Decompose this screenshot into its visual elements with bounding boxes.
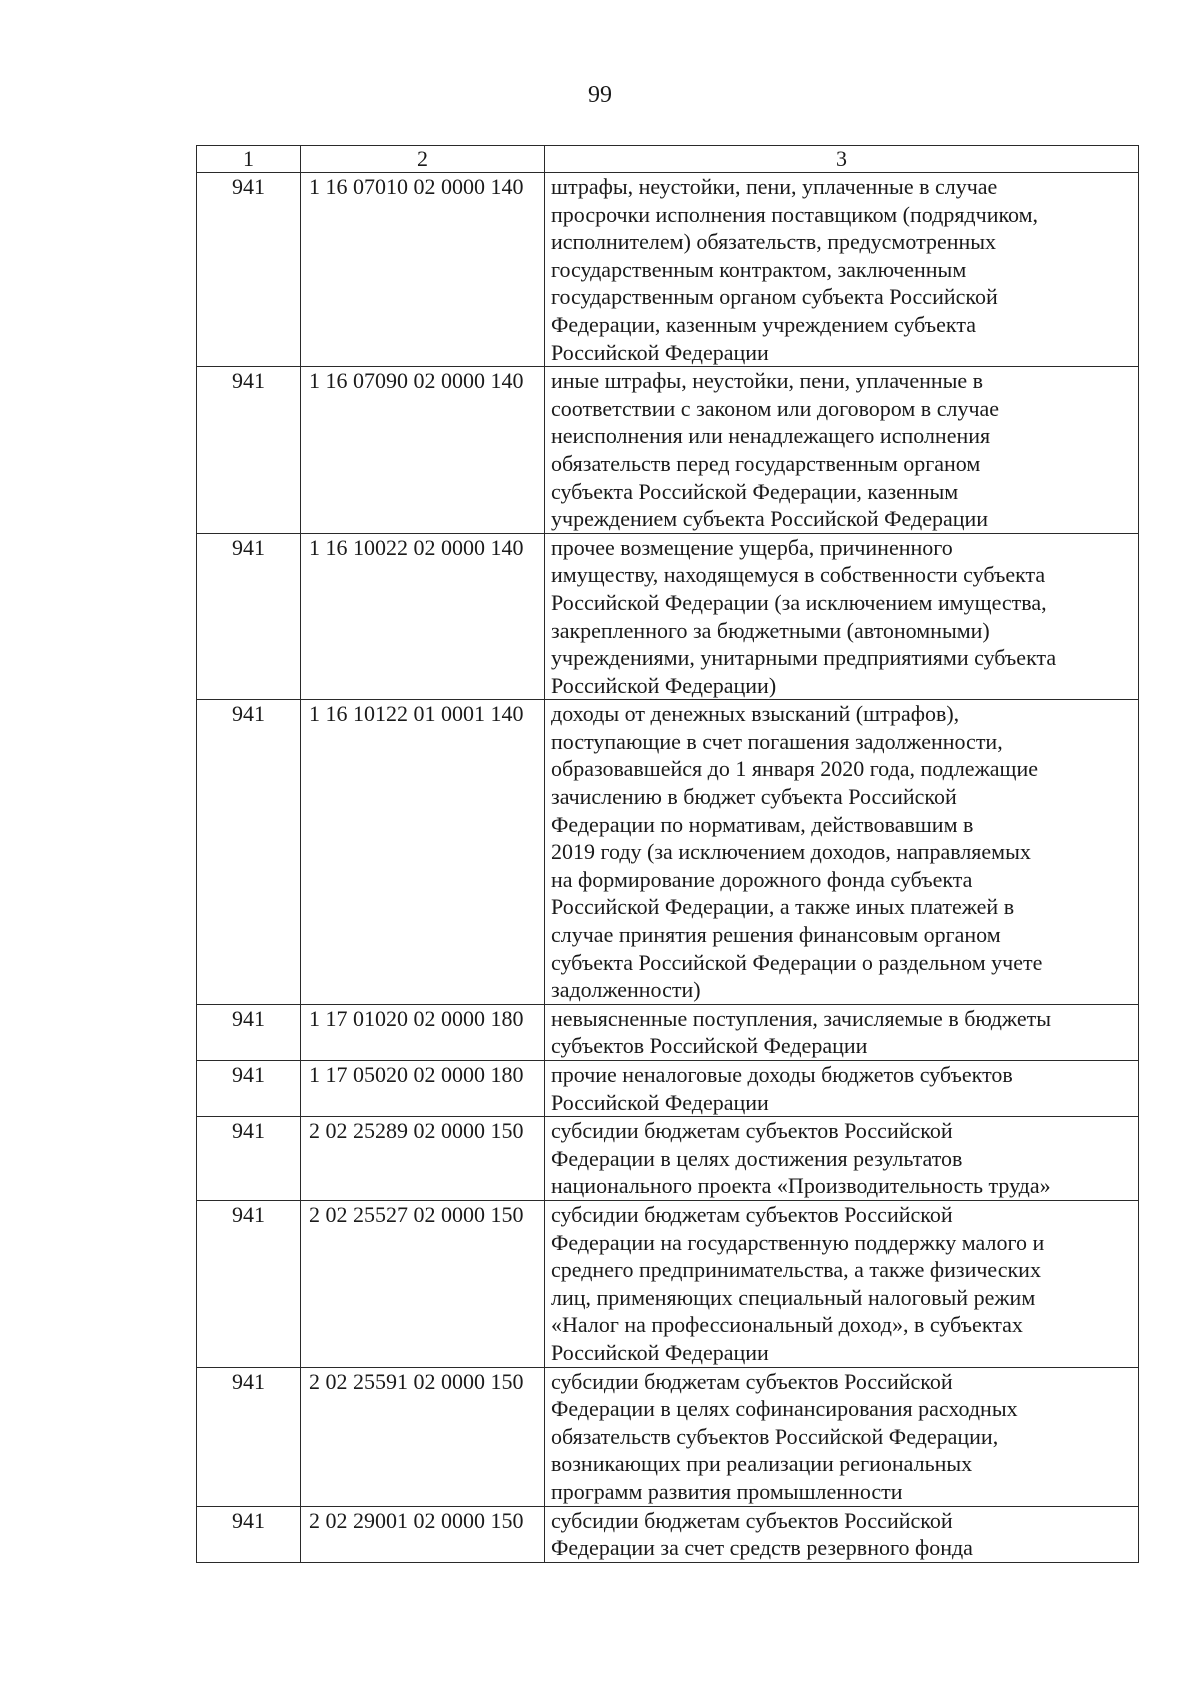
description-line: имуществу, находящемуся в собственности субъекта xyxy=(551,562,1046,588)
description-line: учреждениями, унитарными предприятиями субъекта xyxy=(551,645,1057,671)
admin-code-cell: 941 xyxy=(197,1061,301,1117)
column-header-1: 1 xyxy=(197,146,301,173)
description-line: прочие неналоговые доходы бюджетов субъектов xyxy=(551,1062,1013,1087)
description-line: доходы от денежных взысканий (штрафов), xyxy=(551,701,960,727)
description-line: Российской Федерации (за исключением имущества, xyxy=(551,589,1047,615)
page-number: 99 xyxy=(588,82,612,108)
description-line: просрочки исполнения поставщиком (подрядчиком, xyxy=(551,201,1039,227)
description-line: случае принятия решения финансовым органом xyxy=(551,922,1001,948)
budget-code-cell: 1 16 10022 02 0000 140 xyxy=(301,533,545,700)
description-line: Федерации на государственную поддержку малого и xyxy=(551,1229,1045,1255)
table-row xyxy=(197,1117,1139,1201)
admin-code-cell: 941 xyxy=(197,173,301,367)
description-line: субъекта Российской Федерации, казенным xyxy=(551,478,959,504)
description-line: иные штрафы, неустойки, пени, уплаченные в xyxy=(551,368,984,394)
admin-code-cell: 941 xyxy=(197,1367,301,1506)
description-line: 2019 году (за исключением доходов, направляемых xyxy=(551,839,1031,865)
description-line: на формирование дорожного фонда субъекта xyxy=(551,866,973,892)
description-line: Российской Федерации xyxy=(551,1089,769,1115)
table-row xyxy=(197,1004,1139,1060)
budget-code-cell: 2 02 25527 02 0000 150 xyxy=(301,1200,545,1367)
description-line: субсидии бюджетам субъектов Российской xyxy=(551,1118,953,1144)
description-line: Федерации в целях софинансирования расходных xyxy=(551,1396,1018,1422)
description-line: государственным контрактом, заключенным xyxy=(551,256,967,282)
description-line: закрепленного за бюджетными (автономными) xyxy=(551,617,990,643)
description-line: невыясненные поступления, зачисляемые в бюджеты xyxy=(551,1005,1051,1031)
description-line: зачислению в бюджет субъекта Российской xyxy=(551,784,957,810)
description-line: «Налог на профессиональный доход», в субъектах xyxy=(551,1312,1023,1338)
budget-code-cell: 1 17 01020 02 0000 180 xyxy=(301,1004,545,1060)
description-line: прочее возмещение ущерба, причиненного xyxy=(551,534,953,560)
description-line: обязательств перед государственным органом xyxy=(551,450,981,476)
budget-code-cell: 1 16 07090 02 0000 140 xyxy=(301,367,545,534)
description-line: Российской Федерации xyxy=(551,1339,769,1365)
admin-code-cell: 941 xyxy=(197,367,301,534)
admin-code-cell: 941 xyxy=(197,533,301,700)
description-cell xyxy=(545,700,1139,1005)
description-line: возникающих при реализации региональных xyxy=(551,1451,973,1477)
column-header-3: 3 xyxy=(545,146,1139,173)
description-line: Федерации по нормативам, действовавшим в xyxy=(551,811,974,837)
description-line: поступающие в счет погашения задолженности, xyxy=(551,728,1003,754)
description-cell xyxy=(545,1117,1139,1201)
description-line: Российской Федерации xyxy=(551,339,769,365)
admin-code-cell: 941 xyxy=(197,1200,301,1367)
admin-code-cell: 941 xyxy=(197,1004,301,1060)
description-line: субсидии бюджетам субъектов Российской xyxy=(551,1507,953,1533)
budget-code-cell: 2 02 25289 02 0000 150 xyxy=(301,1117,545,1201)
description-line: задолженности) xyxy=(551,977,701,1003)
description-line: обязательств субъектов Российской Федерации, xyxy=(551,1423,999,1449)
budget-code-cell: 2 02 29001 02 0000 150 xyxy=(301,1506,545,1562)
description-cell xyxy=(545,173,1139,367)
table-header-row xyxy=(197,146,1139,173)
table-row xyxy=(197,1506,1139,1562)
income-codes-table xyxy=(196,145,1139,1563)
description-line: Российской Федерации) xyxy=(551,672,777,698)
description-line: неисполнения или ненадлежащего исполнения xyxy=(551,423,991,449)
description-cell xyxy=(545,1506,1139,1562)
description-line: лиц, применяющих специальный налоговый режим xyxy=(551,1284,1036,1310)
budget-code-cell: 1 16 10122 01 0001 140 xyxy=(301,700,545,1005)
table-row xyxy=(197,1367,1139,1506)
budget-code-cell: 2 02 25591 02 0000 150 xyxy=(301,1367,545,1506)
budget-code-cell: 1 16 07010 02 0000 140 xyxy=(301,173,545,367)
admin-code-cell: 941 xyxy=(197,1506,301,1562)
budget-code-cell: 1 17 05020 02 0000 180 xyxy=(301,1061,545,1117)
description-line: субсидии бюджетам субъектов Российской xyxy=(551,1201,953,1227)
table-row xyxy=(197,173,1139,367)
description-line: Российской Федерации, а также иных платежей в xyxy=(551,894,1015,920)
table-row xyxy=(197,1200,1139,1367)
description-cell xyxy=(545,533,1139,700)
description-cell xyxy=(545,1004,1139,1060)
description-line: образовавшейся до 1 января 2020 года, подлежащие xyxy=(551,756,1039,782)
description-line: национального проекта «Производительность труда» xyxy=(551,1173,1051,1199)
description-cell xyxy=(545,1200,1139,1367)
table-row xyxy=(197,533,1139,700)
table-row xyxy=(197,1061,1139,1117)
admin-code-cell: 941 xyxy=(197,1117,301,1201)
description-line: исполнителем) обязательств, предусмотренных xyxy=(551,229,997,255)
table-row xyxy=(197,367,1139,534)
description-line: учреждением субъекта Российской Федерации xyxy=(551,506,989,532)
description-cell xyxy=(545,367,1139,534)
description-line: Федерации, казенным учреждением субъекта xyxy=(551,311,976,337)
description-line: субъектов Российской Федерации xyxy=(551,1033,868,1059)
description-line: Федерации в целях достижения результатов xyxy=(551,1145,963,1171)
description-line: среднего предпринимательства, а также физических xyxy=(551,1257,1041,1283)
description-line: программ развития промышленности xyxy=(551,1478,903,1504)
admin-code-cell: 941 xyxy=(197,700,301,1005)
column-header-2: 2 xyxy=(301,146,545,173)
description-line: государственным органом субъекта Российской xyxy=(551,284,998,310)
description-line: субсидии бюджетам субъектов Российской xyxy=(551,1368,953,1394)
description-line: соответствии с законом или договором в случае xyxy=(551,395,1000,421)
description-line: Федерации за счет средств резервного фонда xyxy=(551,1535,973,1561)
description-line: субъекта Российской Федерации о раздельном учете xyxy=(551,949,1043,975)
description-line: штрафы, неустойки, пени, уплаченные в случае xyxy=(551,174,998,199)
description-cell xyxy=(545,1061,1139,1117)
description-cell xyxy=(545,1367,1139,1506)
table-row xyxy=(197,700,1139,1005)
